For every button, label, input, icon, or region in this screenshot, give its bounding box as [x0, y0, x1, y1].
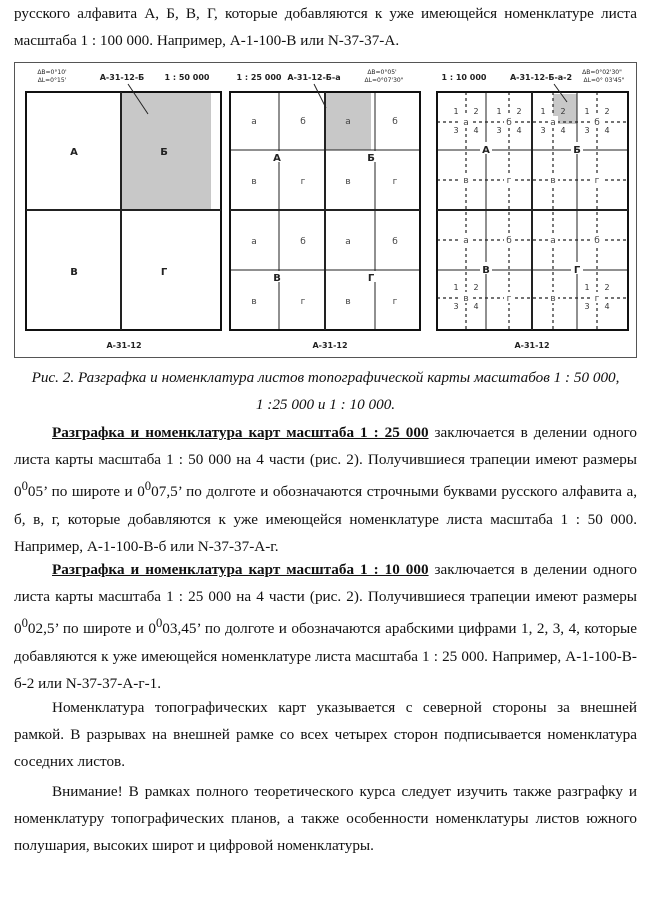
digit-label: 3: [584, 302, 590, 311]
subsheet-label: г: [594, 294, 600, 304]
digit-label: 3: [496, 126, 502, 135]
paragraph-25000: [14, 419, 637, 560]
subsheet-label: г: [506, 176, 512, 186]
digit-label: 3: [453, 126, 459, 135]
text: 07,5’ по долготе и обозначаются строчными буквами русского алфавита а, б, в, г, которые добавляются к уже имеющейся номенклатуре листа масштаба 1 : 50 000. Например, А-1-100-В-б или N-37-37-А-г.: [14, 483, 637, 555]
digit-label: 2: [604, 107, 610, 116]
scale-label: 1 : 50 000: [164, 73, 210, 82]
subsheet-label: г: [392, 177, 398, 187]
quadrant-label: Б: [573, 145, 581, 156]
digit-label: 2: [560, 107, 566, 116]
text: 05’ по широте и 0: [27, 483, 145, 501]
text: 02,5’ по широте и 0: [27, 620, 156, 638]
digit-label: 4: [473, 302, 479, 311]
subsheet-label: а: [345, 237, 351, 247]
subsheet-label: г: [594, 176, 600, 186]
figure-caption-line2: 1 :25 000 и 1 : 10 000.: [255, 396, 396, 413]
subsheet-label: б: [506, 236, 512, 246]
scale-label: 1 : 25 000: [236, 73, 282, 82]
heading-25000: Разграфка и номенклатура карт масштаба 1 : 25 000: [52, 424, 429, 441]
digit-label: 1: [584, 283, 590, 292]
subsheet-label: а: [251, 117, 257, 127]
base-sheet-label: А-31-12: [312, 341, 348, 350]
sup: 0: [144, 479, 152, 494]
subsheet-label: а: [251, 237, 257, 247]
text: заключается в делении одного листа карты масштаба 1 : 25 000 на 4 части (рис. 2). Получившиеся трапеции имеют размеры 0: [14, 561, 637, 638]
subsheet-label: г: [300, 297, 306, 307]
subsheet-label: а: [345, 117, 351, 127]
subsheet-label: в: [251, 177, 257, 187]
subsheet-label: б: [594, 118, 600, 128]
text: заключается в делении одного листа карты масштаба 1 : 50 000 на 4 части (рис. 2). Получившиеся трапеции имеют размеры 0: [14, 424, 637, 501]
paragraph-10000: [14, 556, 637, 697]
subsheet-label: б: [392, 237, 398, 247]
base-sheet-label: А-31-12: [514, 341, 550, 350]
subsheet-label: а: [550, 236, 556, 246]
scale-label: 1 : 10 000: [441, 73, 487, 82]
digit-label: 1: [496, 107, 502, 116]
digit-label: 3: [453, 302, 459, 311]
subsheet-label: в: [550, 294, 556, 304]
subsheet-label: в: [251, 297, 257, 307]
subsheet-label: а: [550, 118, 556, 128]
digit-label: 4: [604, 126, 610, 135]
sup: 0: [21, 616, 28, 631]
digit-label: 1: [540, 107, 546, 116]
quadrant-label: Б: [367, 153, 375, 164]
subsheet-label: а: [463, 236, 469, 246]
sheet-label: А-31-12-Б-а-2: [509, 73, 573, 82]
subsheet-label: в: [463, 294, 469, 304]
digit-label: 2: [604, 283, 610, 292]
quadrant-label: Б: [160, 147, 168, 158]
subsheet-label: в: [345, 177, 351, 187]
heading-10000: Разграфка и номенклатура карт масштаба 1 : 10 000: [52, 561, 429, 578]
paragraph-nomenclature-placement: Номенклатура топографических карт указывается с северной стороны за внешней рамкой. В разрывах на внешней рамке со всех четырех сторон подписывается номенклатура соседних листов.: [14, 699, 637, 771]
subsheet-label: в: [345, 297, 351, 307]
subsheet-label: б: [506, 118, 512, 128]
top-text: русского алфавита А, Б, В, Г, которые добавляются к уже имеющейся номенклатуре листа масштаба 1 : 100 000. Например, А-1-100-В или N-37-37-А.: [14, 5, 637, 50]
sheet-label: А-31-12-Б-а: [287, 73, 341, 82]
subsheet-label: г: [392, 297, 398, 307]
digit-label: 2: [473, 283, 479, 292]
digit-label: 3: [584, 126, 590, 135]
quadrant-label: А: [482, 145, 490, 156]
delta-b-label: ΔB=0°02'30": [582, 69, 622, 76]
subsheet-label: б: [392, 117, 398, 127]
quadrant-label: А: [70, 147, 78, 158]
quadrant-label: В: [70, 267, 78, 278]
delta-l-label: ΔL=0°15': [37, 77, 67, 84]
digit-label: 4: [473, 126, 479, 135]
sup: 0: [155, 616, 163, 631]
paragraph-attention: Внимание! В рамках полного теоретического курса следует изучить также разграфку и номенклатуру топографических планов, а также особенности номенклатуры листов южного полушария, высоких широт и цифровой номенклатуры.: [14, 783, 637, 855]
delta-b-label: ΔB=0°10': [37, 69, 67, 76]
subsheet-label: б: [594, 236, 600, 246]
figure-caption-line1: Рис. 2. Разграфка и номенклатура листов топографической карты масштабов 1 : 50 000,: [31, 369, 620, 386]
delta-l-label: ΔL=0° 03'45": [583, 77, 625, 84]
base-sheet-label: А-31-12: [106, 341, 142, 350]
quadrant-label: А: [273, 153, 281, 164]
quadrant-label: Г: [367, 273, 375, 284]
quadrant-label: В: [273, 273, 281, 284]
digit-label: 2: [473, 107, 479, 116]
delta-l-label: ΔL=0°07'30": [364, 77, 404, 84]
subsheet-label: в: [463, 176, 469, 186]
figure-nomenclature-diagram: [14, 62, 637, 358]
digit-label: 1: [453, 107, 459, 116]
subsheet-label: в: [550, 176, 556, 186]
text: 03,45’ по долготе и обозначаются арабскими цифрами 1, 2, 3, 4, которые добавляются к уже имеющейся номенклатуре листа масштаба 1 : 25 000. Например, А-1-100-В-б-2 или N-37-37-А-г-1.: [14, 620, 637, 692]
digit-label: 3: [540, 126, 546, 135]
sheet-label: А-31-12-Б: [99, 73, 145, 82]
subsheet-label: б: [300, 237, 306, 247]
sup: 0: [21, 479, 28, 494]
delta-b-label: ΔB=0°05': [367, 69, 397, 76]
quadrant-label: Г: [573, 265, 581, 276]
subsheet-label: б: [300, 117, 306, 127]
digit-label: 4: [560, 126, 566, 135]
subsheet-label: г: [506, 294, 512, 304]
subsheet-label: а: [463, 118, 469, 128]
digit-label: 1: [453, 283, 459, 292]
subsheet-label: г: [300, 177, 306, 187]
digit-label: 4: [604, 302, 610, 311]
quadrant-label: Г: [160, 267, 168, 278]
digit-label: 2: [516, 107, 522, 116]
quadrant-label: В: [482, 265, 490, 276]
digit-label: 4: [516, 126, 522, 135]
digit-label: 1: [584, 107, 590, 116]
